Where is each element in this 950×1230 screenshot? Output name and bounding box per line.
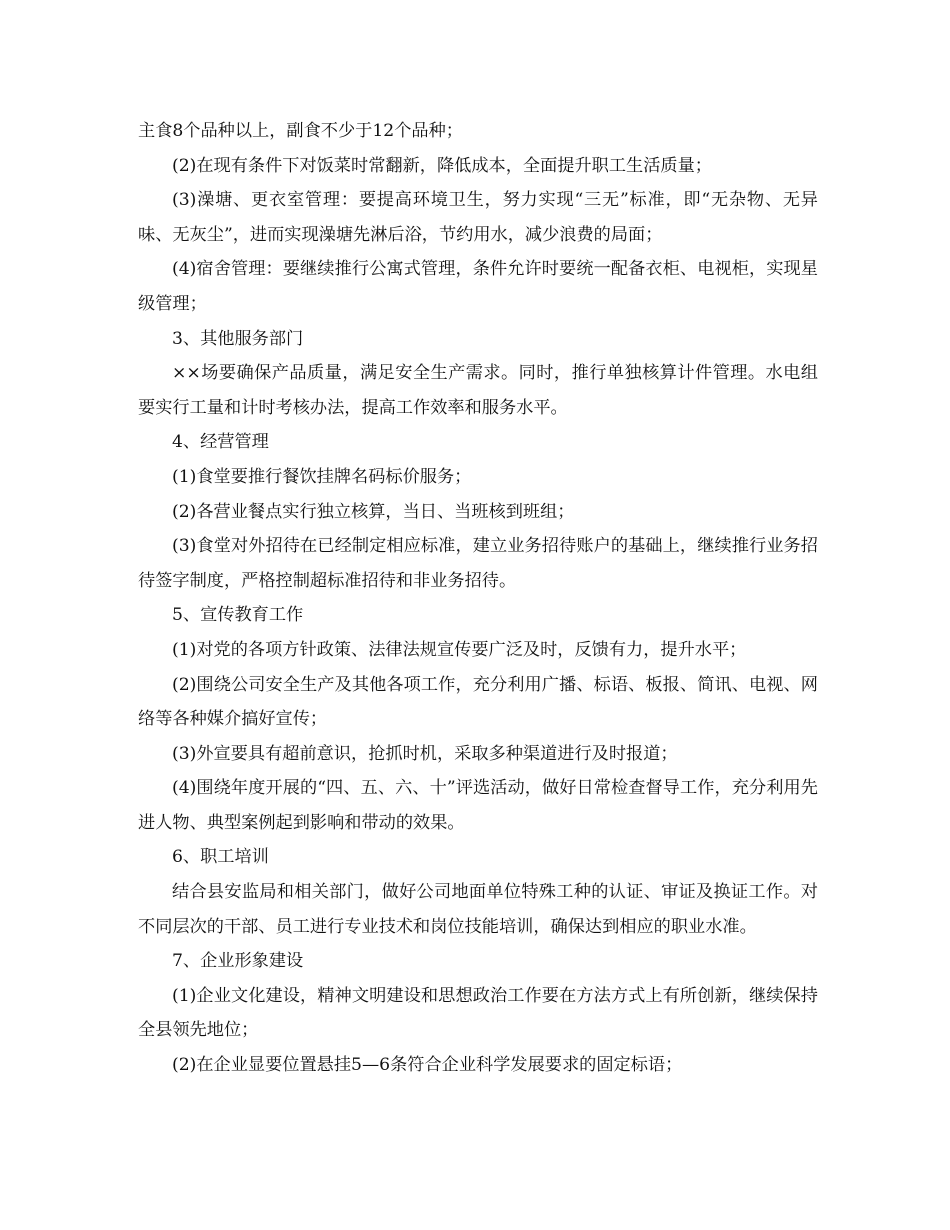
paragraph: (2)各营业餐点实行独立核算，当日、当班核到班组； xyxy=(172,501,575,522)
paragraph: (1)食堂要推行餐饮挂牌名码标价服务； xyxy=(172,466,472,487)
paragraph: (1)对党的各项方针政策、法律法规宣传要广泛及时，反馈有力，提升水平； xyxy=(172,639,747,660)
paragraph: (3)澡塘、更衣室管理：要提高环境卫生，努力实现“三无”标准，即“无杂物、无异味、无灰尘”，进而实现澡塘先淋后浴，节约用水，减少浪费的局面； xyxy=(138,190,818,245)
paragraph: 结合县安监局和相关部门，做好公司地面单位特殊工种的认证、审证及换证工作。对不同层次的干部、员工进行专业技术和岗位技能培训，确保达到相应的职业水准。 xyxy=(138,882,818,937)
paragraph: (4)宿舍管理：要继续推行公寓式管理，条件允许时要统一配备衣柜、电视柜，实现星级管理； xyxy=(138,259,818,314)
document-body xyxy=(138,114,818,1083)
section-heading: 6、职工培训 xyxy=(172,847,269,868)
paragraph: (3)外宣要具有超前意识，抢抓时机，采取多种渠道进行及时报道； xyxy=(172,743,678,764)
paragraph: (2)在现有条件下对饭菜时常翻新，降低成本，全面提升职工生活质量； xyxy=(172,155,712,176)
paragraph: ××场要确保产品质量，满足安全生产需求。同时，推行单独核算计件管理。水电组要实行工量和计时考核办法，提高工作效率和服务水平。 xyxy=(138,363,818,418)
section-heading: 4、经营管理 xyxy=(172,432,269,453)
paragraph: (2)在企业显要位置悬挂5—6条符合企业科学发展要求的固定标语； xyxy=(172,1055,683,1076)
section-heading: 3、其他服务部门 xyxy=(172,328,304,349)
paragraph: (1)企业文化建设，精神文明建设和思想政治工作要在方法方式上有所创新，继续保持全县领先地位； xyxy=(138,985,818,1041)
paragraph: (4)围绕年度开展的“四、五、六、十”评选活动，做好日常检查督导工作，充分利用先进人物、典型案例起到影响和带动的效果。 xyxy=(138,778,818,833)
paragraph: (3)食堂对外招待在已经制定相应标准，建立业务招待账户的基础上，继续推行业务招待签字制度，严格控制超标准招待和非业务招待。 xyxy=(138,536,818,591)
paragraph: 主食8个品种以上，副食不少于12个品种； xyxy=(138,121,463,141)
section-heading: 5、宣传教育工作 xyxy=(172,605,304,626)
section-heading: 7、企业形象建设 xyxy=(172,951,304,972)
paragraph: (2)围绕公司安全生产及其他各项工作，充分利用广播、标语、板报、简讯、电视、网络等各种媒介搞好宣传； xyxy=(138,674,818,730)
